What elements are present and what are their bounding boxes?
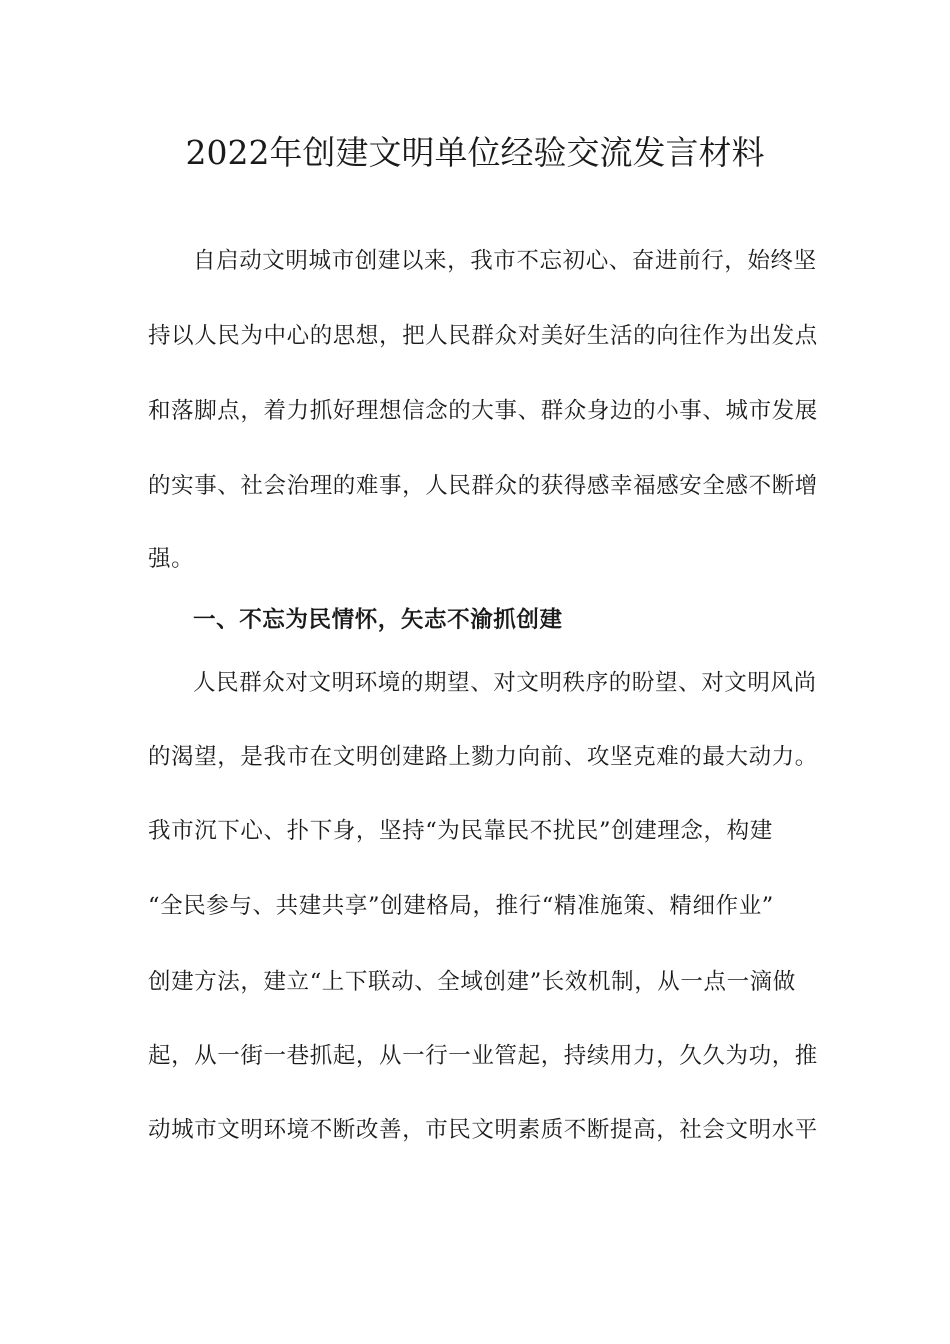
paragraph-line: 创建方法，建立“上下联动、全域创建”长效机制，从一点一滴做 [148,969,796,995]
paragraph-line: 我市沉下心、扑下身，坚持“为民靠民不扰民”创建理念，构建 [148,818,773,844]
paragraph-line: 强。 [148,546,195,572]
document-title: 2022年创建文明单位经验交流发言材料 [185,133,765,172]
paragraph-line: 持以人民为中心的思想，把人民群众对美好生活的向往作为出发点 [148,323,818,349]
paragraph-line: 动城市文明环境不断改善，市民文明素质不断提高，社会文明水平 [148,1117,818,1143]
paragraph-line: 和落脚点，着力抓好理想信念的大事、群众身边的小事、城市发展 [148,398,818,424]
paragraph-line: 起，从一街一巷抓起，从一行一业管起，持续用力，久久为功，推 [148,1043,818,1069]
paragraph-line: 的渴望，是我市在文明创建路上勠力向前、攻坚克难的最大动力。 [148,744,818,770]
section-heading: 一、不忘为民情怀，矢志不渝抓创建 [193,607,563,633]
paragraph-line: 的实事、社会治理的难事，人民群众的获得感幸福感安全感不断增 [148,473,818,499]
paragraph-line: 人民群众对文明环境的期望、对文明秩序的盼望、对文明风尚 [193,670,817,696]
paragraph-line: “全民参与、共建共享”创建格局，推行“精准施策、精细作业” [148,893,774,919]
paragraph-line: 自启动文明城市创建以来，我市不忘初心、奋进前行，始终坚 [193,248,817,274]
